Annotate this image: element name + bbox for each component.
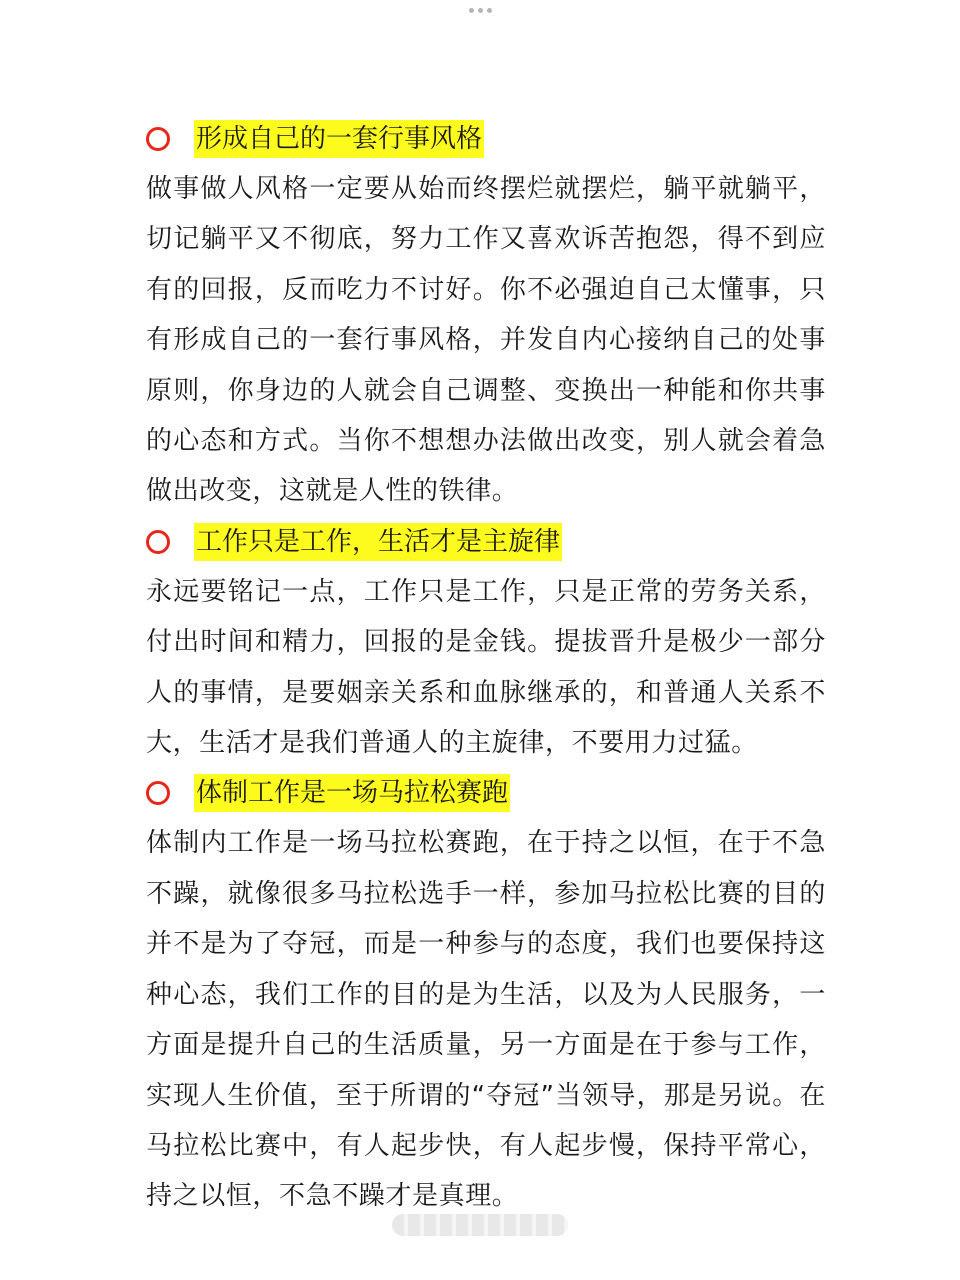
circle-outline-icon — [146, 530, 170, 554]
article — [146, 114, 826, 1222]
section-heading-text: 工作只是工作，生活才是主旋律 — [194, 523, 562, 561]
section-body: 体制内工作是一场马拉松赛跑，在于持之以恒，在于不急不躁，就像很多马拉松选手一样，参加马拉松比赛的目的并不是为了夺冠，而是一种参与的态度，我们也要保持这种心态，我们工作的目的是为生活，以及为人民服务，一方面是提升自己的生活质量，另一方面是在于参与工作，实现人生价值，至于所谓的“夺冠”当领导，那是另说。在马拉松比赛中，有人起步快，有人起步慢，保持平常心，持之以恒，不急不躁才是真理。 — [146, 828, 826, 1212]
section-heading — [146, 768, 826, 818]
section-heading-text: 体制工作是一场马拉松赛跑 — [194, 774, 510, 812]
section-heading — [146, 517, 826, 567]
circle-outline-icon — [146, 781, 170, 805]
section-heading — [146, 114, 826, 164]
watermark — [0, 1214, 960, 1236]
section-3 — [146, 768, 826, 1221]
more-dots-icon[interactable] — [0, 8, 960, 13]
section-1 — [146, 114, 826, 517]
section-body: 永远要铭记一点，工作只是工作，只是正常的劳务关系，付出时间和精力，回报的是金钱。提拔晋升是极少一部分人的事情，是要姻亲关系和血脉继承的，和普通人关系不大，生活才是我们普通人的主旋律，不要用力过猛。 — [146, 576, 826, 759]
circle-outline-icon — [146, 127, 170, 151]
section-body: 做事做人风格一定要从始而终摆烂就摆烂，躺平就躺平，切记躺平又不彻底，努力工作又喜欢诉苦抱怨，得不到应有的回报，反而吃力不讨好。你不必强迫自己太懂事，只有形成自己的一套行事风格，并发自内心接纳自己的处事原则，你身边的人就会自己调整、变换出一种能和你共事的心态和方式。当你不想想办法做出改变，别人就会着急做出改变，这就是人性的铁律。 — [146, 174, 826, 507]
section-heading-text: 形成自己的一套行事风格 — [194, 120, 484, 158]
section-2 — [146, 517, 826, 769]
